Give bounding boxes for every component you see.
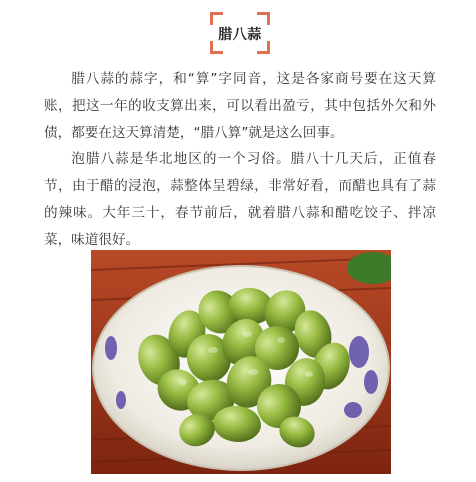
paragraph-1: 腊八蒜的蒜字，和“算”字同音，这是各家商号要在这天算账，把这一年的收支算出来，可以看出盈亏，其中包括外欠和外债，都要在这天算清楚，“腊八算”就是这么回事。 bbox=[44, 71, 436, 141]
title-frame bbox=[210, 12, 270, 54]
laba-garlic-illustration bbox=[91, 250, 391, 474]
article-body bbox=[44, 66, 436, 254]
laba-garlic-photo bbox=[91, 250, 391, 474]
article-title: 腊八蒜 bbox=[218, 27, 262, 43]
paragraph-2: 泡腊八蒜是华北地区的一个习俗。腊八十几天后，正值春节，由于醋的浸泡，蒜整体呈碧绿，非常好看，而醋也具有了蒜的辣味。大年三十，春节前后，就着腊八蒜和醋吃饺子、拌凉菜，味道很好。 bbox=[44, 151, 436, 248]
